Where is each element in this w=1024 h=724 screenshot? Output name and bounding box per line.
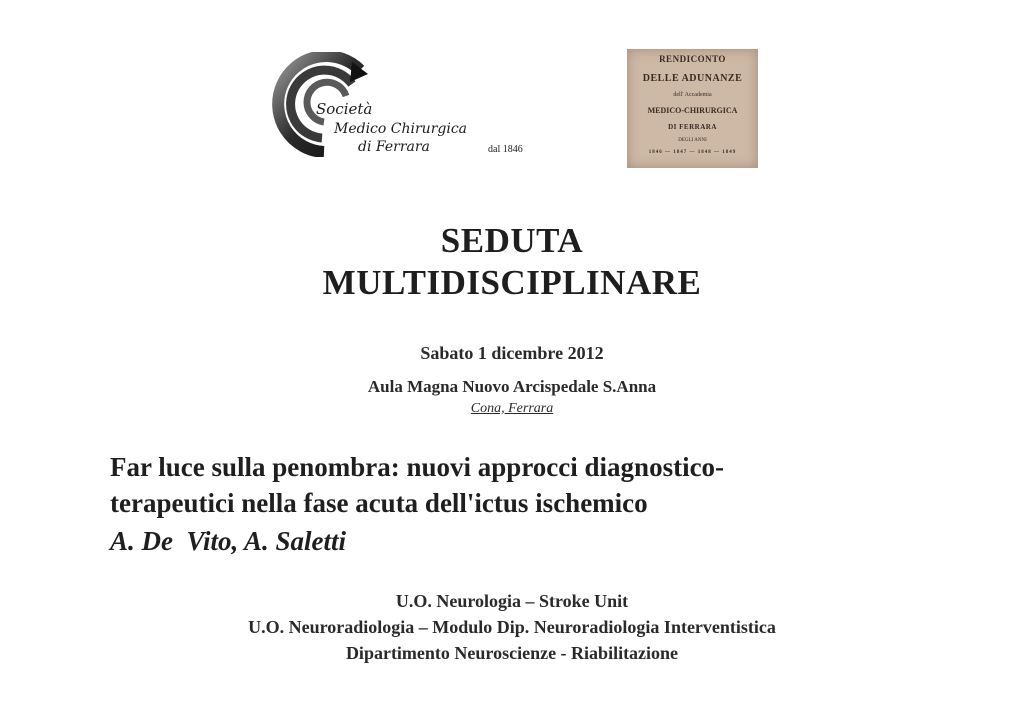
book-cover-line: dell' Accademia — [673, 92, 712, 98]
book-cover-line: DI FERRARA — [668, 123, 717, 131]
event-date: Sabato 1 dicembre 2012 — [420, 343, 604, 363]
talk-title-line1: Far luce sulla penombra: nuovi approcci diagnostico- — [110, 452, 725, 482]
event-title — [0, 220, 1024, 304]
book-cover-line: RENDICONTO — [659, 54, 726, 64]
event-title-line2: MULTIDISCIPLINARE — [322, 263, 702, 302]
book-cover-line: 1846 — 1847 — 1848 — 1849 — [648, 150, 737, 155]
talk-authors: A. De Vito, A. Saletti — [110, 526, 347, 556]
talk-title-line2: terapeutici nella fase acuta dell'ictus ischemico — [110, 488, 648, 518]
book-cover-line: DELLE ADUNANZE — [642, 73, 743, 84]
affiliation-line: U.O. Neuroradiologia – Modulo Dip. Neuroradiologia Interventistica — [248, 617, 776, 637]
affiliations — [0, 588, 1024, 666]
logo-text-medico-chirurgica: Medico Chirurgica — [334, 121, 468, 137]
event-title-line1: SEDUTA — [440, 221, 584, 260]
talk-title — [110, 449, 930, 521]
society-logo — [272, 52, 534, 162]
rendiconto-book-cover — [627, 49, 758, 168]
book-cover-line: DEGLI ANNI — [678, 138, 707, 143]
logo-text-ferrara: di Ferrara — [358, 139, 430, 155]
affiliation-line: Dipartimento Neuroscienze - Riabilitazione — [345, 643, 679, 663]
event-city: Cona, Ferrara — [470, 401, 554, 416]
affiliation-line: U.O. Neurologia – Stroke Unit — [395, 591, 629, 611]
book-cover-line: MEDICO-CHIRURGICA — [647, 106, 738, 115]
event-venue: Aula Magna Nuovo Arcispedale S.Anna — [367, 377, 657, 396]
logo-since-year: dal 1846 — [488, 144, 523, 155]
logo-text-societa: Società — [316, 100, 373, 118]
